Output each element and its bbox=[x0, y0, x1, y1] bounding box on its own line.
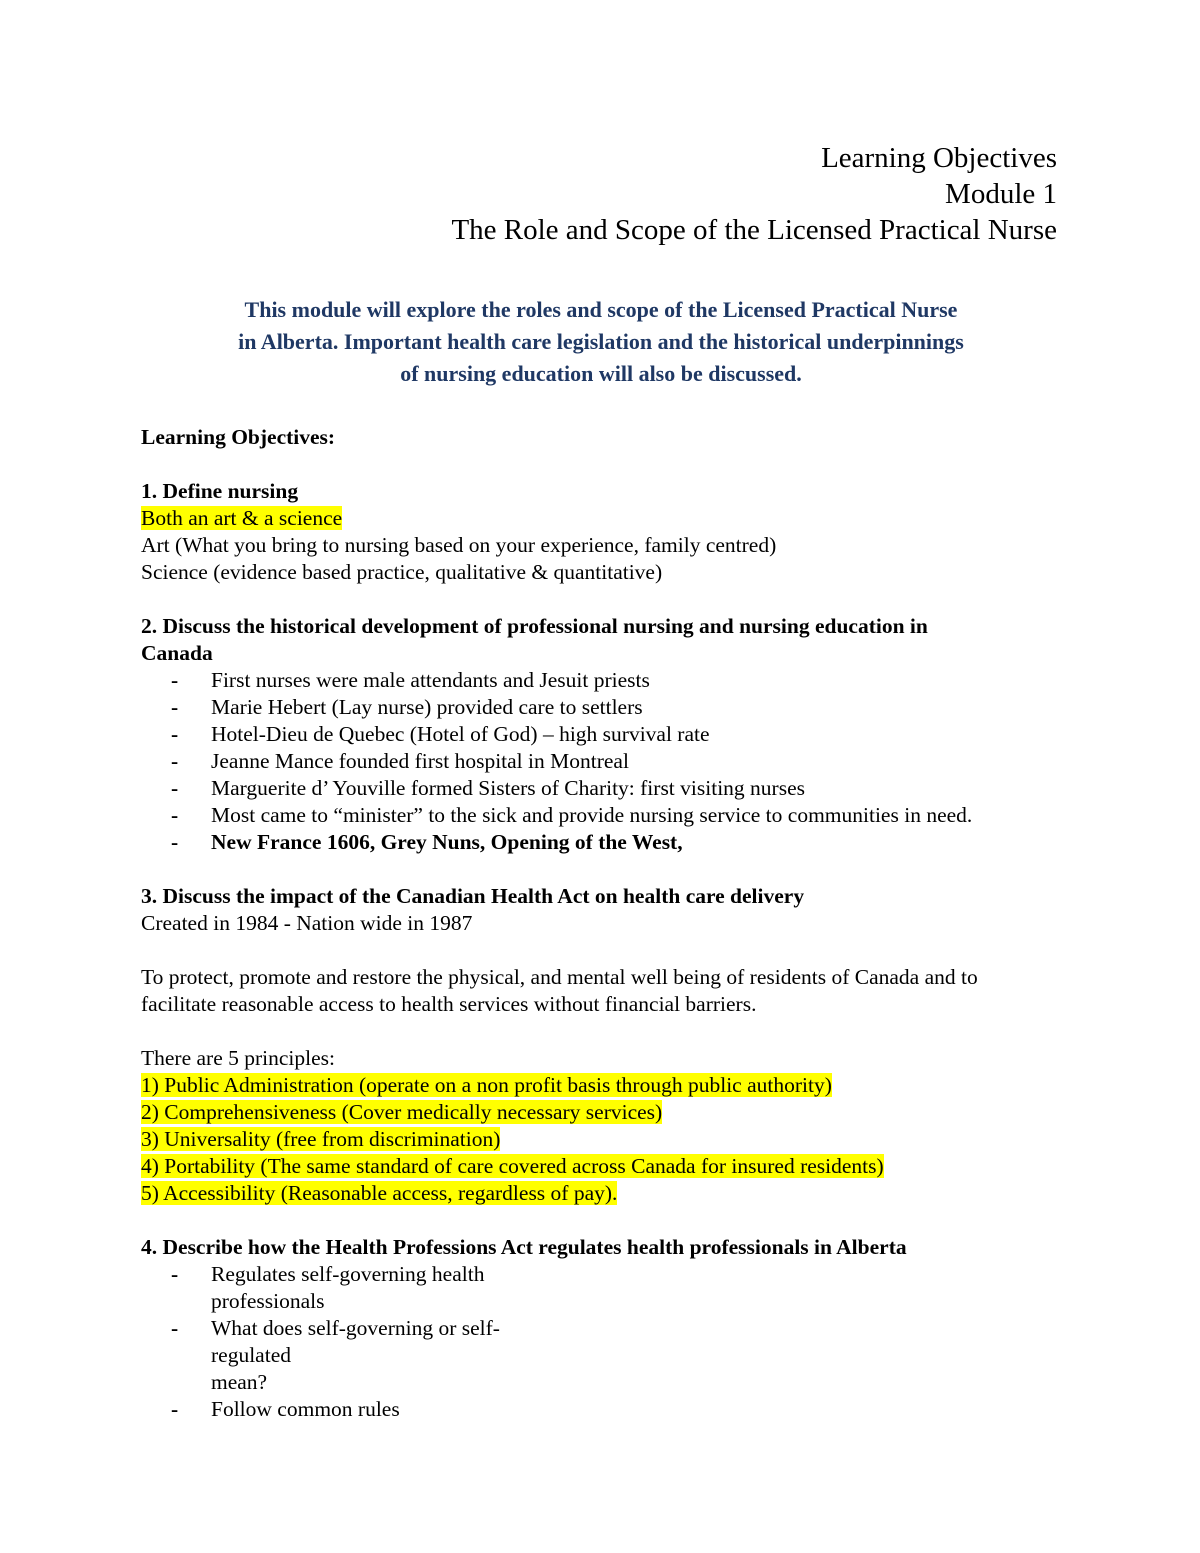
section-canadian-health-act bbox=[141, 883, 1061, 1207]
principle-item: 2) Comprehensiveness (Cover medically necessary services) bbox=[141, 1100, 663, 1124]
list-item-text: New France 1606, Grey Nuns, Opening of the West, bbox=[211, 830, 683, 854]
section-title-line: 2. Discuss the historical development of professional nursing and nursing education in bbox=[141, 614, 928, 638]
dash-bullet: - bbox=[171, 722, 179, 746]
list-item bbox=[171, 775, 1061, 802]
list-item-text: Marguerite d’ Youville formed Sisters of Charity: first visiting nurses bbox=[211, 776, 805, 800]
intro-line: in Alberta. Important health care legislation and the historical underpinnings bbox=[238, 329, 964, 354]
header-module: Module 1 bbox=[945, 178, 1057, 210]
highlighted-text: Both an art & a science bbox=[141, 506, 343, 530]
list-item bbox=[171, 748, 1061, 775]
list-item-text: Jeanne Mance founded first hospital in Montreal bbox=[211, 749, 629, 773]
dash-bullet: - bbox=[171, 776, 179, 800]
created-line: Created in 1984 - Nation wide in 1987 bbox=[141, 911, 473, 935]
list-item bbox=[171, 721, 1061, 748]
list-item bbox=[171, 829, 1061, 856]
section-title-line: Canada bbox=[141, 641, 213, 665]
section-title bbox=[141, 613, 1061, 667]
section-title: 4. Describe how the Health Professions Act regulates health professionals in Alberta bbox=[141, 1235, 907, 1259]
dash-bullet: - bbox=[171, 1262, 179, 1286]
section-title: 3. Discuss the impact of the Canadian Health Act on health care delivery bbox=[141, 884, 805, 908]
list-item bbox=[171, 667, 1061, 694]
section-historical-development bbox=[141, 613, 1061, 856]
list-item bbox=[171, 694, 1061, 721]
header-title: Learning Objectives bbox=[821, 142, 1057, 174]
dash-bullet: - bbox=[171, 695, 179, 719]
dash-bullet: - bbox=[171, 749, 179, 773]
list-item-text: First nurses were male attendants and Jesuit priests bbox=[211, 668, 650, 692]
history-list bbox=[141, 667, 1061, 856]
principle-item: 5) Accessibility (Reasonable access, regardless of pay). bbox=[141, 1181, 618, 1205]
principle-item: 4) Portability (The same standard of care covered across Canada for insured residents) bbox=[141, 1154, 884, 1178]
list-item-text: What does self-governing or self-regulated bbox=[211, 1316, 500, 1367]
purpose-line: facilitate reasonable access to health services without financial barriers. bbox=[141, 992, 757, 1016]
intro-line: This module will explore the roles and scope of the Licensed Practical Nurse bbox=[244, 297, 958, 322]
list-item-text: Marie Hebert (Lay nurse) provided care to settlers bbox=[211, 695, 643, 719]
section-health-professions-act bbox=[141, 1234, 1061, 1423]
document-header bbox=[141, 140, 1057, 248]
list-item bbox=[171, 1396, 1061, 1423]
dash-bullet: - bbox=[171, 803, 179, 827]
module-intro bbox=[141, 294, 1061, 390]
list-item bbox=[171, 1261, 1061, 1315]
science-line: Science (evidence based practice, qualitative & quantitative) bbox=[141, 560, 663, 584]
principles-intro: There are 5 principles: bbox=[141, 1046, 336, 1070]
list-item-text: mean? bbox=[211, 1370, 268, 1394]
intro-line: of nursing education will also be discussed. bbox=[400, 361, 802, 386]
dash-bullet: - bbox=[171, 830, 179, 854]
header-subtitle: The Role and Scope of the Licensed Practical Nurse bbox=[451, 214, 1057, 246]
dash-bullet: - bbox=[171, 668, 179, 692]
list-item-text: professionals bbox=[211, 1289, 325, 1313]
dash-bullet: - bbox=[171, 1397, 179, 1421]
section-title: 1. Define nursing bbox=[141, 479, 299, 503]
art-line: Art (What you bring to nursing based on your experience, family centred) bbox=[141, 533, 777, 557]
list-item-text: Follow common rules bbox=[211, 1397, 400, 1421]
principle-item: 1) Public Administration (operate on a non profit basis through public authority) bbox=[141, 1073, 832, 1097]
section-define-nursing bbox=[141, 478, 1061, 586]
principle-item: 3) Universality (free from discrimination) bbox=[141, 1127, 501, 1151]
list-item bbox=[171, 1315, 1061, 1396]
list-item-text: Regulates self-governing health bbox=[211, 1262, 485, 1286]
regulation-list bbox=[141, 1261, 1061, 1423]
list-item-text: Hotel-Dieu de Quebec (Hotel of God) – high survival rate bbox=[211, 722, 710, 746]
dash-bullet: - bbox=[171, 1316, 179, 1340]
list-item bbox=[171, 802, 1061, 829]
document-page bbox=[141, 140, 1061, 1423]
list-item-text: Most came to “minister” to the sick and provide nursing service to communities in need. bbox=[211, 803, 973, 827]
learning-objectives-heading: Learning Objectives: bbox=[141, 425, 336, 449]
purpose-line: To protect, promote and restore the physical, and mental well being of residents of Canada and to bbox=[141, 965, 978, 989]
